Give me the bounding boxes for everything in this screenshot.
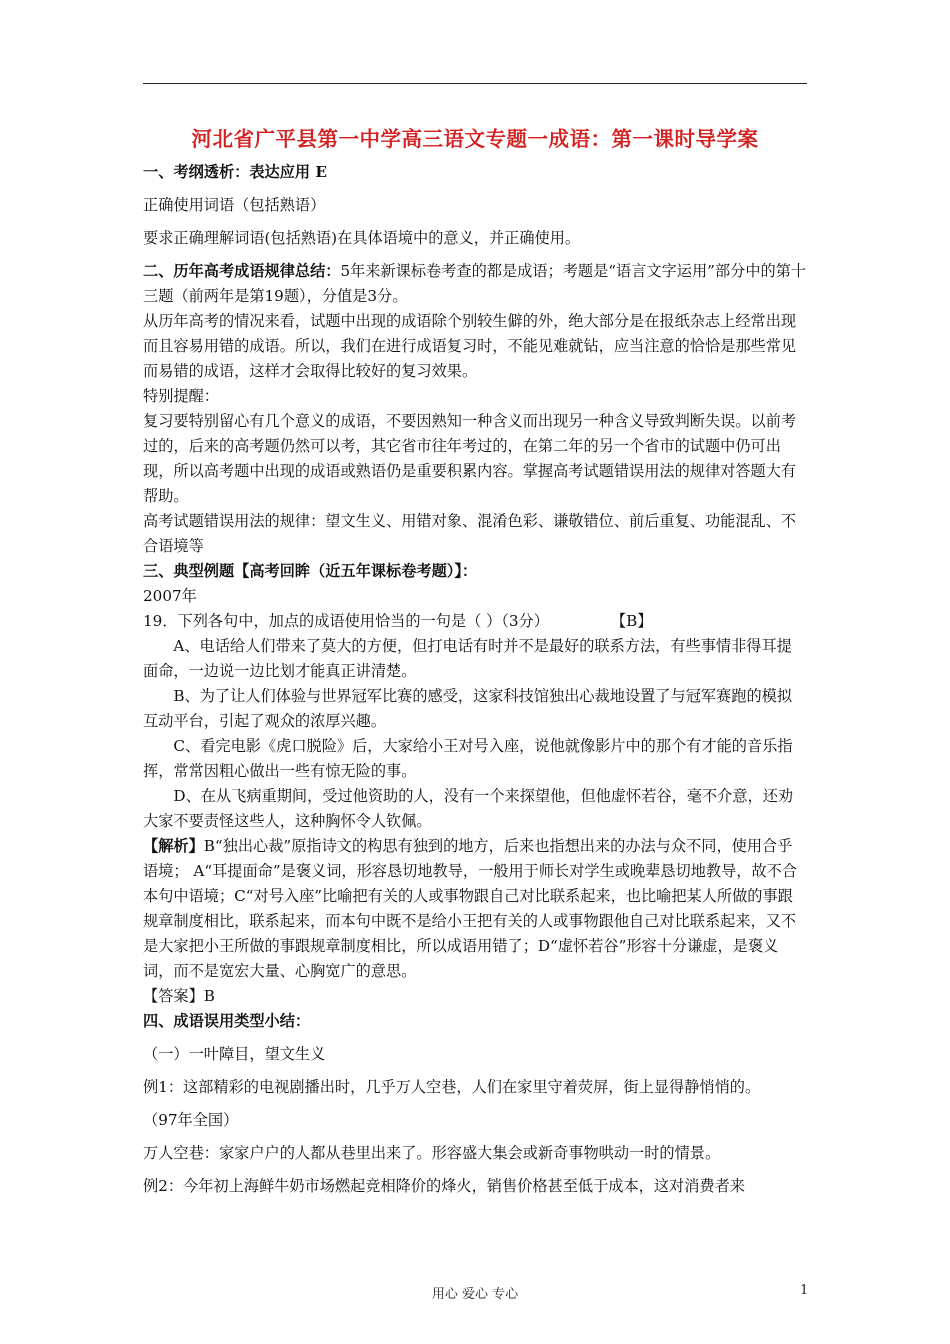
question-stem (143, 609, 807, 634)
section-2-intro-text: 5年来新课标卷考查的都是成语；考题是“语言文字运用”部分中的第十三题（前两年是第19题），分值是3分。 (143, 262, 807, 305)
exam-year: 2007年 (143, 587, 197, 605)
section-3-heading: 三、典型例题【高考回眸（近五年课标卷考题）】： (143, 562, 478, 580)
subsection-1-heading: （一）一叶障目，望文生义 (143, 1045, 326, 1063)
option-d: D、在从飞病重期间，受过他资助的人，没有一个来探望他，但他虚怀若谷，毫不介意，还劝大家不要责怪这些人，这种胸怀令人钦佩。 (143, 787, 794, 830)
header-rule (143, 83, 807, 84)
example-1-source: （97年全国） (143, 1111, 239, 1129)
section-2-paragraph-3: 高考试题错误用法的规律：望文生义、用错对象、混淆色彩、谦敬错位、前后重复、功能混乱、不合语境等 (143, 512, 797, 555)
section-2-paragraph-1: 从历年高考的情况来看，试题中出现的成语除个别较生僻的外，绝大部分是在报纸杂志上经常出现而且容易用错的成语。所以，我们在进行成语复习时，不能见难就钻，应当注意的恰恰是那些常见而易错的成语，这样才会取得比较好的复习效果。 (143, 312, 797, 380)
option-a: A、电话给人们带来了莫大的方便，但打电话有时并不是最好的联系方法，有些事情非得耳提面命，一边说一边比划才能真正讲清楚。 (143, 637, 792, 680)
footer-slogan: 用心 爱心 专心 (431, 1287, 519, 1302)
answer-line: 【答案】B (143, 987, 215, 1005)
option-b: B、为了让人们体验与世界冠军比赛的感受，这家科技馆独出心裁地设置了与冠军赛跑的模拟互动平台，引起了观众的浓厚兴趣。 (143, 687, 793, 730)
analysis-paragraph (143, 834, 807, 984)
section-4-heading: 四、成语误用类型小结： (143, 1012, 311, 1030)
analysis-label: 【解析】 (143, 837, 204, 855)
example-1: 例1：这部精彩的电视剧播出时，几乎万人空巷，人们在家里守着荧屏，街上显得静悄悄的。 (143, 1078, 761, 1096)
special-reminder-label: 特别提醒： (143, 387, 219, 405)
document-body (143, 96, 807, 1199)
syllabus-line-1: 正确使用词语（包括熟语） (143, 196, 326, 214)
section-2-heading: 二、历年高考成语规律总结： (143, 262, 341, 280)
page-title: 河北省广平县第一中学高三语文专题一成语：第一课时导学案 (191, 127, 759, 151)
syllabus-line-2: 要求正确理解词语(包括熟语)在具体语境中的意义，并正确使用。 (143, 229, 581, 247)
definition-1: 万人空巷：家家户户的人都从巷里出来了。形容盛大集会或新奇事物哄动一时的情景。 (143, 1144, 721, 1162)
option-c: C、看完电影《虎口脱险》后，大家给小王对号入座，说他就像影片中的那个有才能的音乐指挥，常常因粗心做出一些有惊无险的事。 (143, 737, 793, 780)
page-number: 1 (800, 1283, 809, 1298)
analysis-text: B“独出心裁”原指诗文的构思有独到的地方，后来也指想出来的办法与众不同，使用合乎语境； A“耳提面命”是褒义词，形容恳切地教导，一般用于师长对学生或晚辈恳切地教导，故不合本句中语境；C“对号入座”比喻把有关的人或事物跟自己对比联系起来，也比喻把某人所做的事跟规章制度相比，联系起来，而本句中既不是给小王把有关的人或事物跟他自己对比联系起来，又不是大家把小王所做的事跟规章制度相比，所以成语用错了；D“虚怀若谷”形容十分谦虚，是褒义词，而不是宽宏大量、心胸宽广的意思。 (143, 837, 798, 980)
example-2: 例2：今年初上海鲜牛奶市场燃起竞相降价的烽火，销售价格甚至低于成本，这对消费者来 (143, 1177, 745, 1195)
section-1-heading: 一、考纲透析：表达应用 E (143, 163, 327, 181)
question-text: 19．下列各句中，加点的成语使用恰当的一句是（ ）（3分） (143, 612, 549, 630)
section-2-paragraph-2: 复习要特别留心有几个意义的成语，不要因熟知一种含义而出现另一种含义导致判断失误。以前考过的，后来的高考题仍然可以考，其它省市往年考过的，在第二年的另一个省市的试题中仍可出现，所以高考题中出现的成语或熟语仍是重要积累内容。掌握高考试题错误用法的规律对答题大有帮助。 (143, 412, 797, 505)
section-2-intro (143, 259, 807, 309)
answer-mark: 【B】 (610, 612, 653, 630)
